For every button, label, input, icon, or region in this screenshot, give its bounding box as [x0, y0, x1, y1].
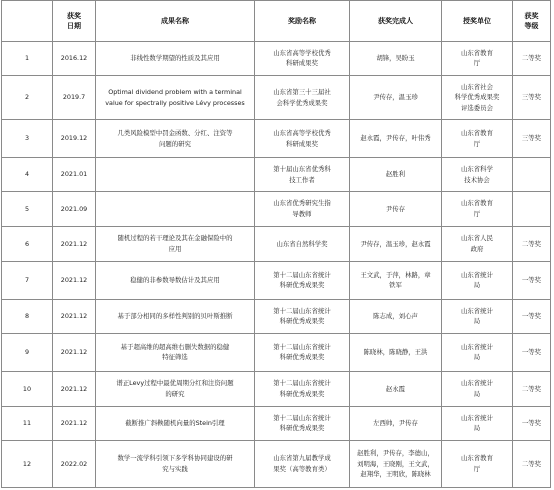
cell-title: 基于部分相同的多样性判别的贝叶斯推断: [96, 299, 255, 333]
cell-winners: 赵胜利，尹传存，李德山， 刘明海，王晓刚，王文武， 赵翔华，王明欣，陈晓林: [350, 440, 442, 487]
cell-level: 一等奖: [513, 406, 551, 440]
table-row: [2, 261, 551, 299]
table-row: [2, 120, 551, 158]
cell-winners: 陈晓林，陈晓静，王洪: [350, 333, 442, 371]
cell-award: 第十二届山东省统计 科研优秀成果奖: [255, 261, 350, 299]
cell-unit: 山东省教育 厅: [442, 120, 513, 158]
cell-award: 第十届山东省优秀科 技工作者: [255, 158, 350, 192]
table-row: [2, 75, 551, 119]
cell-index: 10: [2, 371, 53, 406]
cell-winners: 尹传存: [350, 192, 442, 227]
cell-level: 一等奖: [513, 261, 551, 299]
cell-unit: 山东省统计 局: [442, 333, 513, 371]
cell-date: 2019.7: [53, 75, 96, 119]
cell-winners: 胡锋，吴盼玉: [350, 42, 442, 76]
cell-level: 二等奖: [513, 371, 551, 406]
cell-level: 三等奖: [513, 120, 551, 158]
cell-winners: 尹传存，温玉珍，赵永霞: [350, 226, 442, 261]
table-row: [2, 406, 551, 440]
cell-award: 第十二届山东省统计 科研优秀成果奖: [255, 299, 350, 333]
cell-index: 11: [2, 406, 53, 440]
cell-title: 稳健的非参数导数估计及其应用: [96, 261, 255, 299]
table-row: [2, 42, 551, 76]
cell-unit: 山东省教育 厅: [442, 440, 513, 487]
cell-unit: 山东省统计 局: [442, 406, 513, 440]
cell-index: 9: [2, 333, 53, 371]
cell-winners: 尹传存，温玉珍: [350, 75, 442, 119]
cell-date: 2021.09: [53, 192, 96, 227]
cell-title: 几类风险模型中罚金函数、分红、注资等 问题的研究: [96, 120, 255, 158]
cell-winners: 赵胜利: [350, 158, 442, 192]
cell-winners: 赵永霞: [350, 371, 442, 406]
cell-index: 2: [2, 75, 53, 119]
cell-index: 4: [2, 158, 53, 192]
header-level: 获奖 等级: [513, 1, 551, 42]
header-unit: 授奖单位: [442, 1, 513, 42]
cell-unit: 山东省教育 厅: [442, 42, 513, 76]
cell-award: 山东省第九届教学成 果奖（高等教育类）: [255, 440, 350, 487]
cell-index: 5: [2, 192, 53, 227]
cell-date: 2021.12: [53, 406, 96, 440]
table-row: [2, 158, 551, 192]
cell-index: 12: [2, 440, 53, 487]
header-title: 成果名称: [96, 1, 255, 42]
cell-level: [513, 158, 551, 192]
cell-unit: 山东省统计 局: [442, 261, 513, 299]
cell-date: 2021.12: [53, 226, 96, 261]
cell-level: 二等奖: [513, 226, 551, 261]
cell-date: 2021.12: [53, 371, 96, 406]
cell-level: 一等奖: [513, 299, 551, 333]
table-row: [2, 371, 551, 406]
table-row: [2, 440, 551, 487]
cell-unit: 山东省统计 局: [442, 371, 513, 406]
cell-date: 2021.12: [53, 299, 96, 333]
cell-unit: 山东省科学 技术协会: [442, 158, 513, 192]
header-index: [2, 1, 53, 42]
cell-award: 山东省第三十三届社 会科学优秀成果奖: [255, 75, 350, 119]
cell-award: 山东省高等学校优秀 科研成果奖: [255, 120, 350, 158]
table-row: [2, 299, 551, 333]
cell-index: 3: [2, 120, 53, 158]
cell-award: 第十二届山东省统计 科研优秀成果奖: [255, 333, 350, 371]
cell-index: 6: [2, 226, 53, 261]
cell-date: 2021.01: [53, 158, 96, 192]
table-row: [2, 192, 551, 227]
awards-table: [1, 0, 551, 488]
cell-index: 8: [2, 299, 53, 333]
header-date: 获奖 日期: [53, 1, 96, 42]
cell-unit: 山东省社会 科学优秀成果奖 评选委员会: [442, 75, 513, 119]
cell-level: 一等奖: [513, 333, 551, 371]
header-row: [2, 1, 551, 42]
cell-award: 第十二届山东省统计 科研优秀成果奖: [255, 406, 350, 440]
cell-title: 谱正Levy过程中最优周期分红和注资问题 的研究: [96, 371, 255, 406]
table-row: [2, 226, 551, 261]
cell-title: Optimal dividend problem with a terminal value for spectrally positive Lévy processes: [96, 75, 255, 119]
cell-award: 山东省高等学校优秀 科研成果奖: [255, 42, 350, 76]
cell-date: 2021.12: [53, 333, 96, 371]
cell-date: 2016.12: [53, 42, 96, 76]
cell-level: [513, 192, 551, 227]
cell-title: 数学一流学科引领下多学科协同建设的研 究与实践: [96, 440, 255, 487]
cell-level: 三等奖: [513, 75, 551, 119]
cell-unit: 山东省教育 厅: [442, 192, 513, 227]
cell-title: [96, 192, 255, 227]
cell-award: 第十二届山东省统计 科研优秀成果奖: [255, 371, 350, 406]
cell-winners: 陈志成，刘心声: [350, 299, 442, 333]
cell-title: 随机过程的若干理论及其在金融保险中的 应用: [96, 226, 255, 261]
header-winners: 获奖完成人: [350, 1, 442, 42]
cell-winners: 赵永霞，尹传存，叶伟秀: [350, 120, 442, 158]
cell-title: 截断推广斜鞅随机向量的Stein引理: [96, 406, 255, 440]
cell-award: 山东省优秀研究生指 导教师: [255, 192, 350, 227]
cell-unit: 山东省人民 政府: [442, 226, 513, 261]
cell-index: 7: [2, 261, 53, 299]
cell-title: 基于超高维的超高维右删失数据的稳健 特征筛选: [96, 333, 255, 371]
cell-winners: 王文武，于萍，林路，章 铁军: [350, 261, 442, 299]
cell-unit: 山东省统计 局: [442, 299, 513, 333]
cell-award: 山东省自然科学奖: [255, 226, 350, 261]
cell-title: [96, 158, 255, 192]
cell-date: 2019.12: [53, 120, 96, 158]
header-award: 奖励名称: [255, 1, 350, 42]
cell-date: 2021.12: [53, 261, 96, 299]
cell-title: 非线性数学期望的性质及其应用: [96, 42, 255, 76]
cell-date: 2022.02: [53, 440, 96, 487]
table-row: [2, 333, 551, 371]
cell-level: 二等奖: [513, 440, 551, 487]
cell-winners: 左西帅，尹传存: [350, 406, 442, 440]
cell-index: 1: [2, 42, 53, 76]
cell-level: 二等奖: [513, 42, 551, 76]
